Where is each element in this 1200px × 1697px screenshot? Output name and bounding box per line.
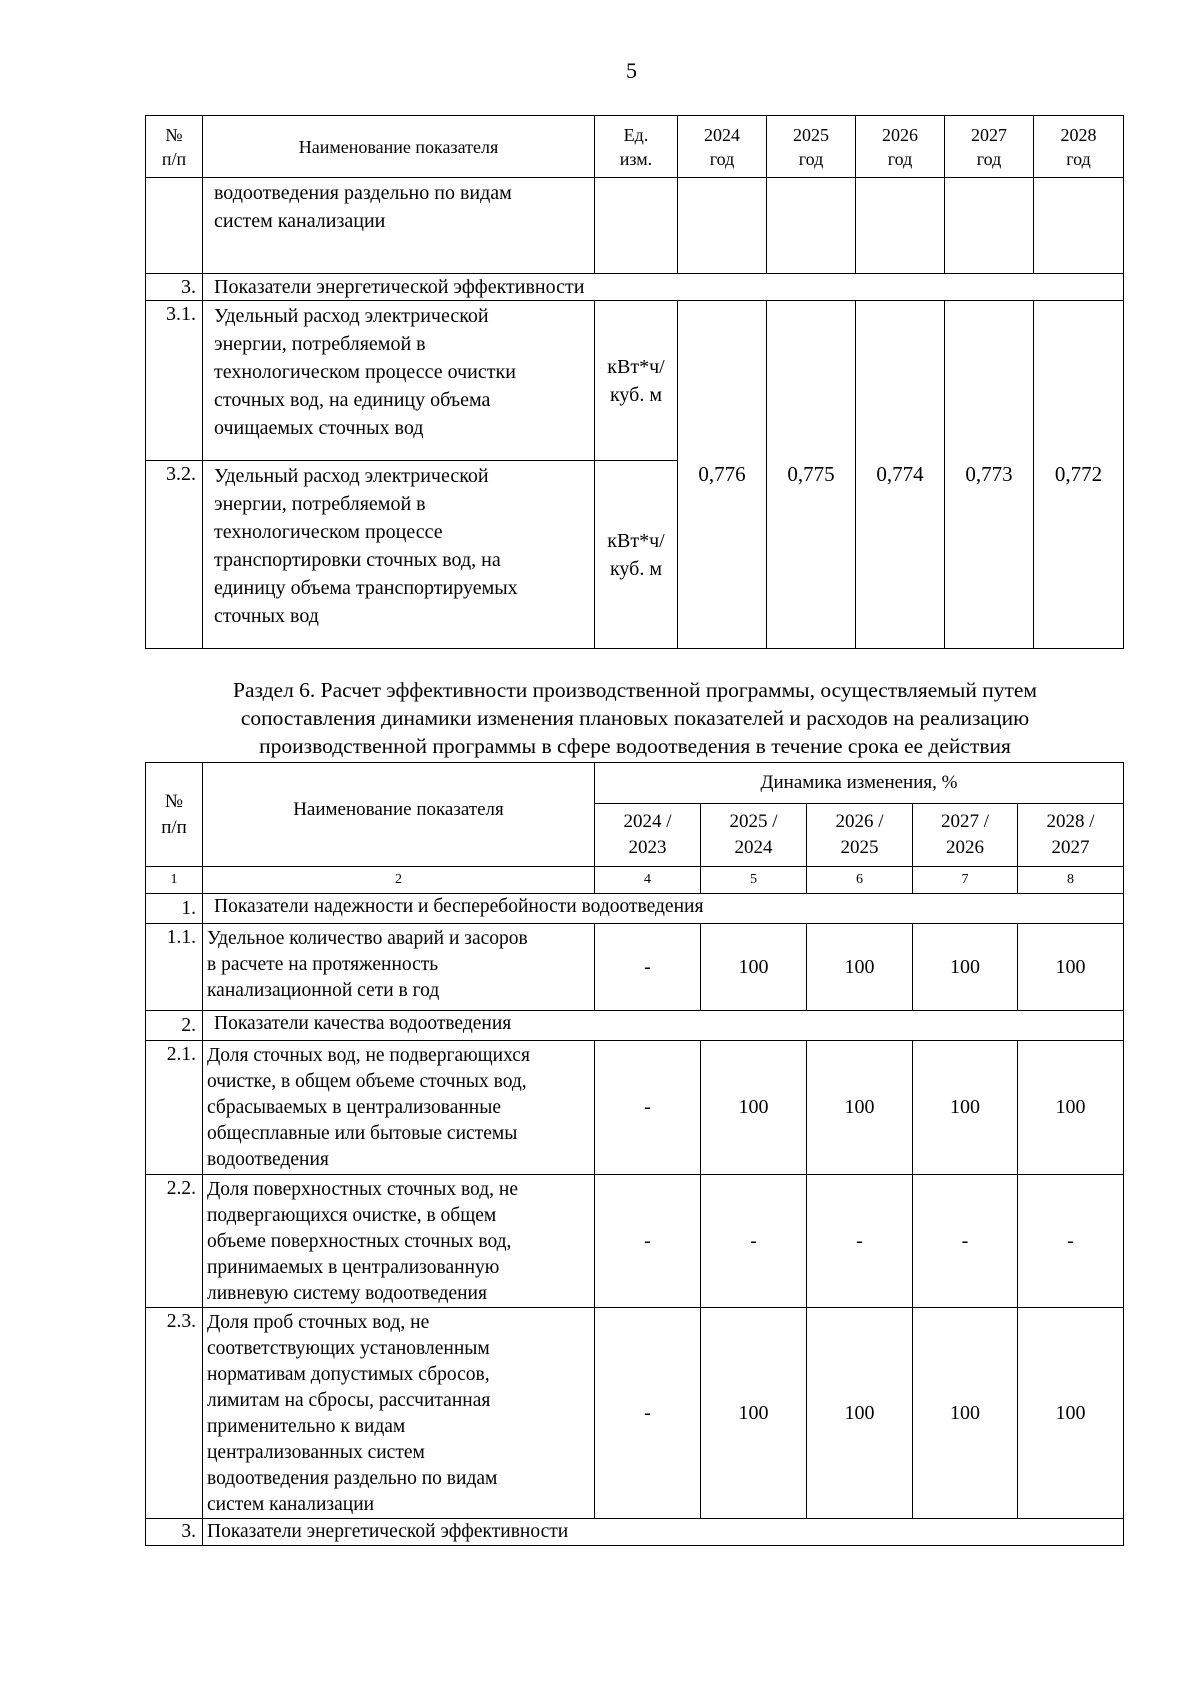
value-cell: 0,776 (678, 301, 767, 649)
indicator-name: Удельный расход электрической энергии, потребляемой в технологическом процессе транспортировки сточных вод, на единицу объема транспортируемых сточных вод (203, 461, 595, 649)
section-title: Показатели энергетической эффективности (203, 274, 1124, 301)
value-cell: 100 (913, 924, 1018, 1011)
header-dynamics: Динамика изменения, % (595, 763, 1124, 804)
value-cell: 0,775 (767, 301, 856, 649)
indicator-name: Доля поверхностных сточных вод, не подвергающихся очистке, в общем объеме поверхностных сточных вод, принимаемых в централизованную ливневую систему водоотведения (203, 1175, 595, 1308)
header-year: 2025 год (767, 116, 856, 178)
value-cell: - (595, 1175, 701, 1308)
value-cell: - (595, 1308, 701, 1519)
page-number: 5 (626, 58, 637, 83)
section-row: 3. Показатели энергетической эффективности (146, 1519, 1124, 1546)
value-cell: 100 (807, 1041, 913, 1175)
section-title: Показатели энергетической эффективности (203, 1519, 1124, 1546)
header-period: 2027 / 2026 (913, 804, 1018, 867)
indicators-table (145, 115, 1124, 649)
header-year: 2024 год (678, 116, 767, 178)
header-year: 2028 год (1034, 116, 1124, 178)
indicator-name: Удельное количество аварий и засоров в расчете на протяженность канализационной сети в год (203, 924, 595, 1011)
table-row: 2.2. Доля поверхностных сточных вод, не подвергающихся очистке, в общем объеме поверхностных сточных вод, принимаемых в централизованную ливневую систему водоотведения - - - - - (146, 1175, 1124, 1308)
value-cell: 0,773 (945, 301, 1034, 649)
header-period: 2024 / 2023 (595, 804, 701, 867)
header-year: 2026 год (856, 116, 945, 178)
efficiency-table (145, 762, 1124, 1546)
section-title: Показатели надежности и бесперебойности водоотведения (203, 894, 1124, 924)
value-cell: 0,774 (856, 301, 945, 649)
indicator-name: Доля сточных вод, не подвергающихся очистке, в общем объеме сточных вод, сбрасываемых в централизованные общесплавные или бытовые системы водоотведения (203, 1041, 595, 1175)
continuation-text: водоотведения раздельно по видам систем канализации (203, 178, 595, 274)
table-row: 2.1. Доля сточных вод, не подвергающихся очистке, в общем объеме сточных вод, сбрасываемых в централизованные общесплавные или бытовые системы водоотведения - 100 100 100 100 (146, 1041, 1124, 1175)
indicator-name: Доля проб сточных вод, не соответствующих установленным нормативам допустимых сбросов, лимитам на сбросы, рассчитанная применительно к видам централизованных систем водоотведения раздельно по видам систем канализации (203, 1308, 595, 1519)
indicator-name: Удельный расход электрической энергии, потребляемой в технологическом процессе очистки сточных вод, на единицу объема очищаемых сточных вод (203, 301, 595, 461)
header-period: 2028 / 2027 (1018, 804, 1124, 867)
table-row: 3.1. Удельный расход электрической энергии, потребляемой в технологическом процессе очистки сточных вод, на единицу объема очищаемых сточных вод кВт*ч/ куб. м 0,776 0,775 0,774 0,773 0,772 (146, 301, 1124, 461)
value-cell: 100 (807, 1308, 913, 1519)
value-cell: - (1018, 1175, 1124, 1308)
table-row (146, 178, 1124, 274)
header-unit: Ед. изм. (595, 116, 678, 178)
header-num: № п/п (146, 116, 203, 178)
value-cell: 0,772 (1034, 301, 1124, 649)
section-row: 3. Показатели энергетической эффективности (146, 274, 1124, 301)
header-year: 2027 год (945, 116, 1034, 178)
unit-cell: кВт*ч/ куб. м (595, 301, 678, 461)
value-cell: 100 (701, 1041, 807, 1175)
section-row: 2. Показатели качества водоотведения (146, 1011, 1124, 1041)
value-cell: - (701, 1175, 807, 1308)
value-cell: 100 (701, 1308, 807, 1519)
value-cell: - (807, 1175, 913, 1308)
value-cell: - (595, 924, 701, 1011)
section-title: Показатели качества водоотведения (203, 1011, 1124, 1041)
table-row: 3.2. Удельный расход электрической энергии, потребляемой в технологическом процессе транспортировки сточных вод, на единицу объема транспортируемых сточных вод кВт*ч/ куб. м (146, 461, 1124, 649)
header-period: 2025 / 2024 (701, 804, 807, 867)
value-cell: - (913, 1175, 1018, 1308)
table-header-row (146, 116, 1124, 178)
value-cell: 100 (807, 924, 913, 1011)
value-cell: 100 (1018, 1041, 1124, 1175)
table-header-row (146, 763, 1124, 804)
value-cell: 100 (1018, 924, 1124, 1011)
value-cell: 100 (913, 1308, 1018, 1519)
table-row: 1.1. Удельное количество аварий и засоров в расчете на протяженность канализационной сети в год - 100 100 100 100 (146, 924, 1124, 1011)
header-name: Наименование показателя (203, 763, 595, 867)
table-row: 2.3. Доля проб сточных вод, не соответствующих установленным нормативам допустимых сбросов, лимитам на сбросы, рассчитанная применительно к видам централизованных систем водоотведения раздельно по видам систем канализации - 100 100 100 100 (146, 1308, 1124, 1519)
column-numbers-row: 1 2 4 5 6 7 8 (146, 867, 1124, 894)
value-cell: - (595, 1041, 701, 1175)
value-cell: 100 (913, 1041, 1018, 1175)
section-6-title: Раздел 6. Расчет эффективности производственной программы, осуществляемый путем сопоставления динамики изменения плановых показателей и расходов на реализацию производственной программы в сфере водоотведения в течение срока ее действия (232, 678, 1037, 758)
section-row: 1. Показатели надежности и бесперебойности водоотведения (146, 894, 1124, 924)
header-period: 2026 / 2025 (807, 804, 913, 867)
value-cell: 100 (1018, 1308, 1124, 1519)
value-cell: 100 (701, 924, 807, 1011)
unit-cell: кВт*ч/ куб. м (595, 461, 678, 649)
header-name: Наименование показателя (203, 116, 595, 178)
header-num: № п/п (146, 763, 203, 867)
